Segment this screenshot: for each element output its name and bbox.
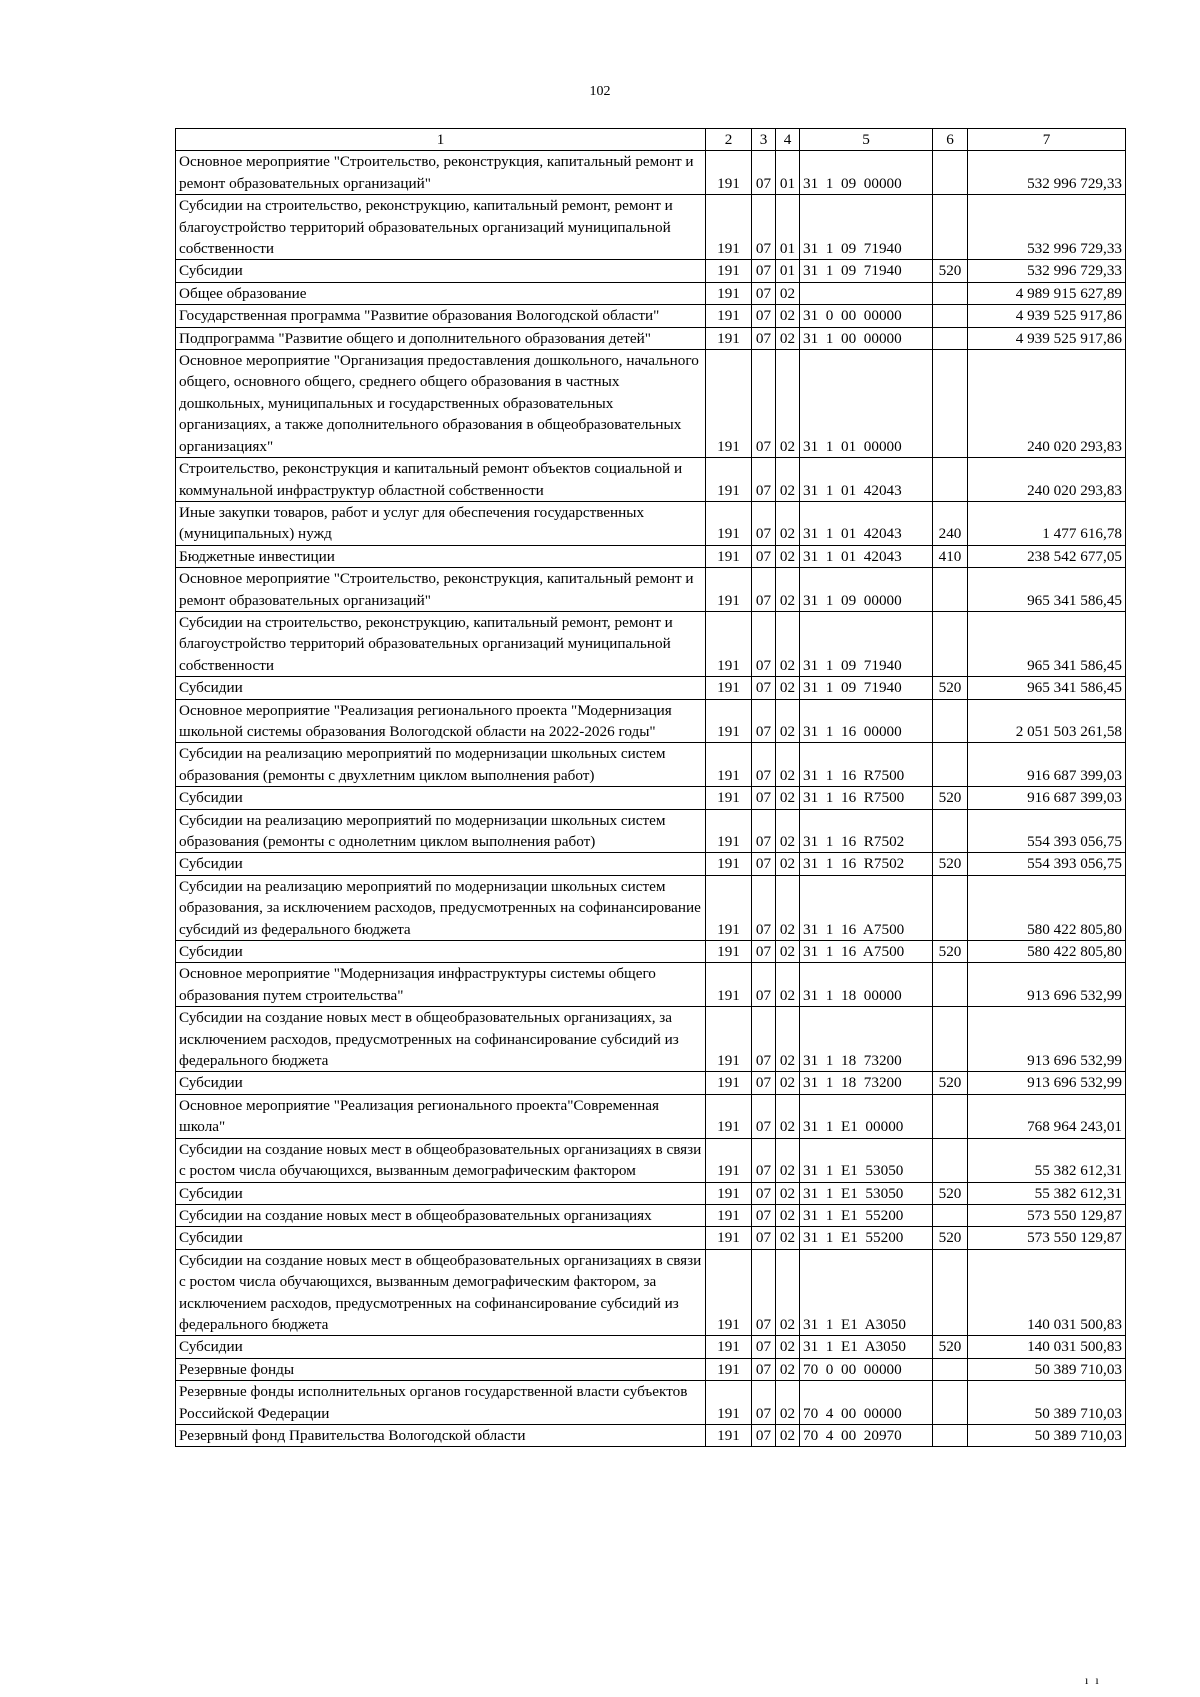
cell-expense-type: 520 <box>933 853 968 875</box>
cell-expense-type <box>933 458 968 502</box>
cell-amount: 55 382 612,31 <box>968 1182 1126 1204</box>
row-description: Бюджетные инвестиции <box>176 545 706 567</box>
cell-gr-code: 191 <box>706 1381 752 1425</box>
row-description: Резервный фонд Правительства Вологодской области <box>176 1424 706 1446</box>
cell-target-article: 31 1 16 00000 <box>800 699 933 743</box>
cell-target-article: 31 1 16 R7502 <box>800 809 933 853</box>
cell-gr-code: 191 <box>706 545 752 567</box>
cell-target-article: 31 1 00 00000 <box>800 327 933 349</box>
cell-subsection-code: 02 <box>776 1249 800 1336</box>
cell-expense-type <box>933 1358 968 1380</box>
cell-subsection-code: 02 <box>776 963 800 1007</box>
cell-amount: 4 939 525 917,86 <box>968 327 1126 349</box>
table-row <box>176 677 1126 699</box>
cell-expense-type <box>933 350 968 458</box>
cell-expense-type: 240 <box>933 501 968 545</box>
cell-expense-type <box>933 1424 968 1446</box>
cell-section-code: 07 <box>752 1249 776 1336</box>
cell-section-code: 07 <box>752 875 776 940</box>
cell-target-article: 31 1 09 00000 <box>800 568 933 612</box>
table-row <box>176 1007 1126 1072</box>
cell-gr-code: 191 <box>706 1204 752 1226</box>
cell-amount: 532 996 729,33 <box>968 195 1126 260</box>
cell-section-code: 07 <box>752 350 776 458</box>
table-row <box>176 809 1126 853</box>
row-description: Строительство, реконструкция и капитальный ремонт объектов социальной и коммунальной инфраструктур областной собственности <box>176 458 706 502</box>
row-description: Субсидии <box>176 1336 706 1358</box>
cell-gr-code: 191 <box>706 1336 752 1358</box>
cell-subsection-code: 02 <box>776 1204 800 1226</box>
cell-amount: 238 542 677,05 <box>968 545 1126 567</box>
cell-section-code: 07 <box>752 305 776 327</box>
cell-gr-code: 191 <box>706 1094 752 1138</box>
cell-target-article: 31 1 18 00000 <box>800 963 933 1007</box>
table-row <box>176 282 1126 304</box>
row-description: Государственная программа "Развитие образования Вологодской области" <box>176 305 706 327</box>
row-description: Субсидии на реализацию мероприятий по модернизации школьных систем образования, за исключением расходов, предусмотренных на софинансирование субсидий из федерального бюджета <box>176 875 706 940</box>
cell-gr-code: 191 <box>706 787 752 809</box>
cell-amount: 532 996 729,33 <box>968 151 1126 195</box>
table-row <box>176 1227 1126 1249</box>
cell-amount: 240 020 293,83 <box>968 350 1126 458</box>
cell-section-code: 07 <box>752 1336 776 1358</box>
cell-subsection-code: 02 <box>776 1227 800 1249</box>
cell-expense-type <box>933 743 968 787</box>
row-description: Основное мероприятие "Строительство, реконструкция, капитальный ремонт и ремонт образовательных организаций" <box>176 151 706 195</box>
table-row <box>176 963 1126 1007</box>
cell-amount: 916 687 399,03 <box>968 743 1126 787</box>
table-row <box>176 1182 1126 1204</box>
cell-amount: 50 389 710,03 <box>968 1381 1126 1425</box>
cell-expense-type <box>933 151 968 195</box>
cell-section-code: 07 <box>752 853 776 875</box>
cell-target-article: 31 1 01 42043 <box>800 501 933 545</box>
cell-section-code: 07 <box>752 677 776 699</box>
cell-subsection-code: 02 <box>776 699 800 743</box>
row-description: Основное мероприятие "Реализация регионального проекта "Модернизация школьной системы образования Вологодской области на 2022-2026 годы" <box>176 699 706 743</box>
cell-amount: 916 687 399,03 <box>968 787 1126 809</box>
cell-expense-type: 520 <box>933 1227 968 1249</box>
cell-gr-code: 191 <box>706 568 752 612</box>
table-row <box>176 853 1126 875</box>
row-description: Субсидии <box>176 787 706 809</box>
cell-gr-code: 191 <box>706 1227 752 1249</box>
table-row <box>176 458 1126 502</box>
cell-section-code: 07 <box>752 282 776 304</box>
cell-subsection-code: 02 <box>776 1424 800 1446</box>
cell-target-article: 31 1 16 R7500 <box>800 787 933 809</box>
col-header-2: 2 <box>706 129 752 151</box>
cell-target-article: 31 1 09 71940 <box>800 260 933 282</box>
col-header-1: 1 <box>176 129 706 151</box>
cell-target-article: 31 1 E1 55200 <box>800 1204 933 1226</box>
cell-expense-type <box>933 963 968 1007</box>
table-body <box>176 151 1126 1447</box>
cell-expense-type: 520 <box>933 941 968 963</box>
table-row <box>176 260 1126 282</box>
cell-target-article: 31 1 E1 53050 <box>800 1182 933 1204</box>
row-description: Основное мероприятие "Модернизация инфраструктуры системы общего образования путем строительства" <box>176 963 706 1007</box>
cell-target-article: 31 1 16 A7500 <box>800 941 933 963</box>
table-row <box>176 699 1126 743</box>
cell-target-article: 70 0 00 00000 <box>800 1358 933 1380</box>
table-row <box>176 151 1126 195</box>
cell-section-code: 07 <box>752 458 776 502</box>
table-row <box>176 1072 1126 1094</box>
cell-target-article <box>800 282 933 304</box>
cell-section-code: 07 <box>752 195 776 260</box>
cell-subsection-code: 02 <box>776 1072 800 1094</box>
table-row <box>176 875 1126 940</box>
row-description: Субсидии на реализацию мероприятий по модернизации школьных систем образования (ремонты с однолетним циклом выполнения работ) <box>176 809 706 853</box>
cell-gr-code: 191 <box>706 260 752 282</box>
cell-target-article: 70 4 00 20970 <box>800 1424 933 1446</box>
cell-subsection-code: 02 <box>776 1381 800 1425</box>
cell-amount: 240 020 293,83 <box>968 458 1126 502</box>
table-header <box>176 129 1126 151</box>
cell-expense-type: 520 <box>933 1072 968 1094</box>
cell-subsection-code: 02 <box>776 941 800 963</box>
cell-subsection-code: 01 <box>776 151 800 195</box>
cell-gr-code: 191 <box>706 1249 752 1336</box>
cell-target-article: 31 1 E1 53050 <box>800 1138 933 1182</box>
row-description: Субсидии на строительство, реконструкцию, капитальный ремонт, ремонт и благоустройство территорий образовательных организаций муниципальной собственности <box>176 195 706 260</box>
cell-subsection-code: 02 <box>776 350 800 458</box>
row-description: Субсидии <box>176 941 706 963</box>
cell-gr-code: 191 <box>706 195 752 260</box>
cell-gr-code: 191 <box>706 1138 752 1182</box>
cell-amount: 554 393 056,75 <box>968 809 1126 853</box>
row-description: Субсидии на создание новых мест в общеобразовательных организациях в связи с ростом числа обучающихся, вызванным демографическим фактором <box>176 1138 706 1182</box>
cell-section-code: 07 <box>752 545 776 567</box>
cell-amount: 965 341 586,45 <box>968 611 1126 676</box>
cell-target-article: 31 1 18 73200 <box>800 1072 933 1094</box>
table-row <box>176 305 1126 327</box>
cell-gr-code: 191 <box>706 853 752 875</box>
cell-expense-type <box>933 305 968 327</box>
cell-section-code: 07 <box>752 1227 776 1249</box>
cell-amount: 573 550 129,87 <box>968 1204 1126 1226</box>
row-description: Субсидии на строительство, реконструкцию, капитальный ремонт, ремонт и благоустройство территорий образовательных организаций муниципальной собственности <box>176 611 706 676</box>
cell-section-code: 07 <box>752 1094 776 1138</box>
cell-subsection-code: 02 <box>776 1182 800 1204</box>
row-description: Субсидии <box>176 1182 706 1204</box>
cell-expense-type <box>933 611 968 676</box>
page-number: 102 <box>589 84 611 99</box>
cell-section-code: 07 <box>752 1072 776 1094</box>
cell-target-article: 31 1 01 00000 <box>800 350 933 458</box>
cell-target-article: 31 1 16 A7500 <box>800 875 933 940</box>
cell-subsection-code: 02 <box>776 458 800 502</box>
cell-gr-code: 191 <box>706 1358 752 1380</box>
cell-amount: 50 389 710,03 <box>968 1424 1126 1446</box>
cell-gr-code: 191 <box>706 699 752 743</box>
cell-target-article: 31 1 09 71940 <box>800 611 933 676</box>
table-row <box>176 327 1126 349</box>
cell-subsection-code: 02 <box>776 743 800 787</box>
cell-subsection-code: 02 <box>776 787 800 809</box>
cell-section-code: 07 <box>752 1424 776 1446</box>
cell-gr-code: 191 <box>706 611 752 676</box>
cell-section-code: 07 <box>752 501 776 545</box>
cell-section-code: 07 <box>752 699 776 743</box>
cell-subsection-code: 02 <box>776 1336 800 1358</box>
cell-target-article: 31 1 01 42043 <box>800 458 933 502</box>
table-row <box>176 501 1126 545</box>
cell-gr-code: 191 <box>706 305 752 327</box>
cell-amount: 580 422 805,80 <box>968 941 1126 963</box>
cell-target-article: 31 0 00 00000 <box>800 305 933 327</box>
cell-amount: 532 996 729,33 <box>968 260 1126 282</box>
cell-subsection-code: 02 <box>776 545 800 567</box>
table-row <box>176 743 1126 787</box>
row-description: Субсидии на реализацию мероприятий по модернизации школьных систем образования (ремонты с двухлетним циклом выполнения работ) <box>176 743 706 787</box>
cell-target-article: 70 4 00 00000 <box>800 1381 933 1425</box>
table-row <box>176 1358 1126 1380</box>
cell-subsection-code: 01 <box>776 260 800 282</box>
cell-gr-code: 191 <box>706 875 752 940</box>
cell-gr-code: 191 <box>706 677 752 699</box>
table-row <box>176 611 1126 676</box>
cell-amount: 913 696 532,99 <box>968 963 1126 1007</box>
row-description: Субсидии <box>176 260 706 282</box>
table-row <box>176 787 1126 809</box>
cell-target-article: 31 1 E1 00000 <box>800 1094 933 1138</box>
cell-target-article: 31 1 E1 A3050 <box>800 1336 933 1358</box>
table-row <box>176 1204 1126 1226</box>
cell-section-code: 07 <box>752 568 776 612</box>
cell-amount: 965 341 586,45 <box>968 677 1126 699</box>
row-description: Основное мероприятие "Организация предоставления дошкольного, начального общего, основного общего, среднего общего образования в частных дошкольных, муниципальных и государственных образовательных организациях, а также дополнительного образования в общеобразовательных организациях" <box>176 350 706 458</box>
cell-amount: 140 031 500,83 <box>968 1336 1126 1358</box>
table-row <box>176 1138 1126 1182</box>
cell-section-code: 07 <box>752 1358 776 1380</box>
table-row <box>176 1094 1126 1138</box>
cell-expense-type <box>933 1381 968 1425</box>
cell-gr-code: 191 <box>706 1072 752 1094</box>
cell-expense-type: 520 <box>933 1182 968 1204</box>
table-row <box>176 1336 1126 1358</box>
cell-amount: 50 389 710,03 <box>968 1358 1126 1380</box>
cell-expense-type <box>933 699 968 743</box>
row-description: Резервные фонды <box>176 1358 706 1380</box>
cell-section-code: 07 <box>752 151 776 195</box>
cell-subsection-code: 02 <box>776 501 800 545</box>
row-description: Общее образование <box>176 282 706 304</box>
table-row <box>176 195 1126 260</box>
cell-target-article: 31 1 E1 A3050 <box>800 1249 933 1336</box>
cell-amount: 4 939 525 917,86 <box>968 305 1126 327</box>
budget-table <box>175 128 1126 1447</box>
cell-target-article: 31 1 16 R7502 <box>800 853 933 875</box>
cell-amount: 1 477 616,78 <box>968 501 1126 545</box>
cell-section-code: 07 <box>752 1182 776 1204</box>
cell-amount: 573 550 129,87 <box>968 1227 1126 1249</box>
cell-subsection-code: 02 <box>776 1138 800 1182</box>
cell-section-code: 07 <box>752 963 776 1007</box>
cell-gr-code: 191 <box>706 1182 752 1204</box>
cell-section-code: 07 <box>752 1204 776 1226</box>
cell-expense-type <box>933 568 968 612</box>
cell-section-code: 07 <box>752 260 776 282</box>
row-description: Субсидии <box>176 853 706 875</box>
cell-gr-code: 191 <box>706 151 752 195</box>
cell-target-article: 31 1 09 71940 <box>800 677 933 699</box>
cell-section-code: 07 <box>752 327 776 349</box>
row-description: Субсидии <box>176 677 706 699</box>
cell-target-article: 31 1 01 42043 <box>800 545 933 567</box>
cell-subsection-code: 02 <box>776 809 800 853</box>
cell-target-article: 31 1 16 R7500 <box>800 743 933 787</box>
cell-amount: 2 051 503 261,58 <box>968 699 1126 743</box>
cell-subsection-code: 02 <box>776 327 800 349</box>
cell-subsection-code: 02 <box>776 1094 800 1138</box>
table-row <box>176 941 1126 963</box>
scan-mark: ı ı <box>1085 1673 1101 1687</box>
cell-target-article: 31 1 18 73200 <box>800 1007 933 1072</box>
cell-gr-code: 191 <box>706 809 752 853</box>
table-row <box>176 350 1126 458</box>
cell-section-code: 07 <box>752 1138 776 1182</box>
cell-amount: 580 422 805,80 <box>968 875 1126 940</box>
cell-gr-code: 191 <box>706 743 752 787</box>
row-description: Субсидии <box>176 1227 706 1249</box>
cell-target-article: 31 1 09 00000 <box>800 151 933 195</box>
cell-amount: 768 964 243,01 <box>968 1094 1126 1138</box>
cell-section-code: 07 <box>752 1381 776 1425</box>
cell-amount: 140 031 500,83 <box>968 1249 1126 1336</box>
table-row <box>176 1381 1126 1425</box>
cell-amount: 554 393 056,75 <box>968 853 1126 875</box>
cell-subsection-code: 02 <box>776 1007 800 1072</box>
cell-amount: 55 382 612,31 <box>968 1138 1126 1182</box>
cell-gr-code: 191 <box>706 1007 752 1072</box>
table-row <box>176 1424 1126 1446</box>
cell-subsection-code: 02 <box>776 282 800 304</box>
cell-expense-type: 520 <box>933 677 968 699</box>
cell-section-code: 07 <box>752 809 776 853</box>
cell-expense-type <box>933 1007 968 1072</box>
cell-subsection-code: 02 <box>776 853 800 875</box>
cell-expense-type <box>933 1094 968 1138</box>
cell-subsection-code: 01 <box>776 195 800 260</box>
cell-expense-type: 520 <box>933 787 968 809</box>
cell-gr-code: 191 <box>706 327 752 349</box>
cell-subsection-code: 02 <box>776 875 800 940</box>
row-description: Субсидии на создание новых мест в общеобразовательных организациях <box>176 1204 706 1226</box>
cell-amount: 913 696 532,99 <box>968 1072 1126 1094</box>
cell-section-code: 07 <box>752 743 776 787</box>
cell-expense-type <box>933 195 968 260</box>
cell-gr-code: 191 <box>706 941 752 963</box>
row-description: Иные закупки товаров, работ и услуг для обеспечения государственных (муниципальных) нужд <box>176 501 706 545</box>
table-row <box>176 568 1126 612</box>
col-header-3: 3 <box>752 129 776 151</box>
cell-gr-code: 191 <box>706 963 752 1007</box>
cell-subsection-code: 02 <box>776 305 800 327</box>
cell-subsection-code: 02 <box>776 677 800 699</box>
row-description: Субсидии на создание новых мест в общеобразовательных организациях в связи с ростом числа обучающихся, вызванным демографическим фактором, за исключением расходов, предусмотренных на софинансирование субсидий из федерального бюджета <box>176 1249 706 1336</box>
cell-subsection-code: 02 <box>776 1358 800 1380</box>
cell-gr-code: 191 <box>706 458 752 502</box>
col-header-5: 5 <box>800 129 933 151</box>
col-header-6: 6 <box>933 129 968 151</box>
row-description: Основное мероприятие "Реализация регионального проекта"Современная школа" <box>176 1094 706 1138</box>
row-description: Субсидии <box>176 1072 706 1094</box>
cell-expense-type <box>933 875 968 940</box>
cell-expense-type <box>933 1138 968 1182</box>
cell-section-code: 07 <box>752 611 776 676</box>
row-description: Субсидии на создание новых мест в общеобразовательных организациях, за исключением расходов, предусмотренных на софинансирование субсидий из федерального бюджета <box>176 1007 706 1072</box>
row-description: Основное мероприятие "Строительство, реконструкция, капитальный ремонт и ремонт образовательных организаций" <box>176 568 706 612</box>
cell-section-code: 07 <box>752 787 776 809</box>
cell-target-article: 31 1 09 71940 <box>800 195 933 260</box>
cell-gr-code: 191 <box>706 350 752 458</box>
cell-amount: 913 696 532,99 <box>968 1007 1126 1072</box>
col-header-7: 7 <box>968 129 1126 151</box>
table-header-row <box>176 129 1126 151</box>
cell-expense-type: 520 <box>933 260 968 282</box>
cell-expense-type: 410 <box>933 545 968 567</box>
cell-expense-type <box>933 282 968 304</box>
cell-target-article: 31 1 E1 55200 <box>800 1227 933 1249</box>
cell-amount: 4 989 915 627,89 <box>968 282 1126 304</box>
cell-gr-code: 191 <box>706 1424 752 1446</box>
cell-amount: 965 341 586,45 <box>968 568 1126 612</box>
cell-expense-type <box>933 1249 968 1336</box>
row-description: Подпрограмма "Развитие общего и дополнительного образования детей" <box>176 327 706 349</box>
table-row <box>176 1249 1126 1336</box>
row-description: Резервные фонды исполнительных органов государственной власти субъектов Российской Федерации <box>176 1381 706 1425</box>
cell-section-code: 07 <box>752 1007 776 1072</box>
cell-subsection-code: 02 <box>776 568 800 612</box>
cell-section-code: 07 <box>752 941 776 963</box>
cell-expense-type: 520 <box>933 1336 968 1358</box>
cell-expense-type <box>933 327 968 349</box>
cell-subsection-code: 02 <box>776 611 800 676</box>
table-row <box>176 545 1126 567</box>
col-header-4: 4 <box>776 129 800 151</box>
cell-gr-code: 191 <box>706 501 752 545</box>
cell-gr-code: 191 <box>706 282 752 304</box>
cell-expense-type <box>933 1204 968 1226</box>
cell-expense-type <box>933 809 968 853</box>
